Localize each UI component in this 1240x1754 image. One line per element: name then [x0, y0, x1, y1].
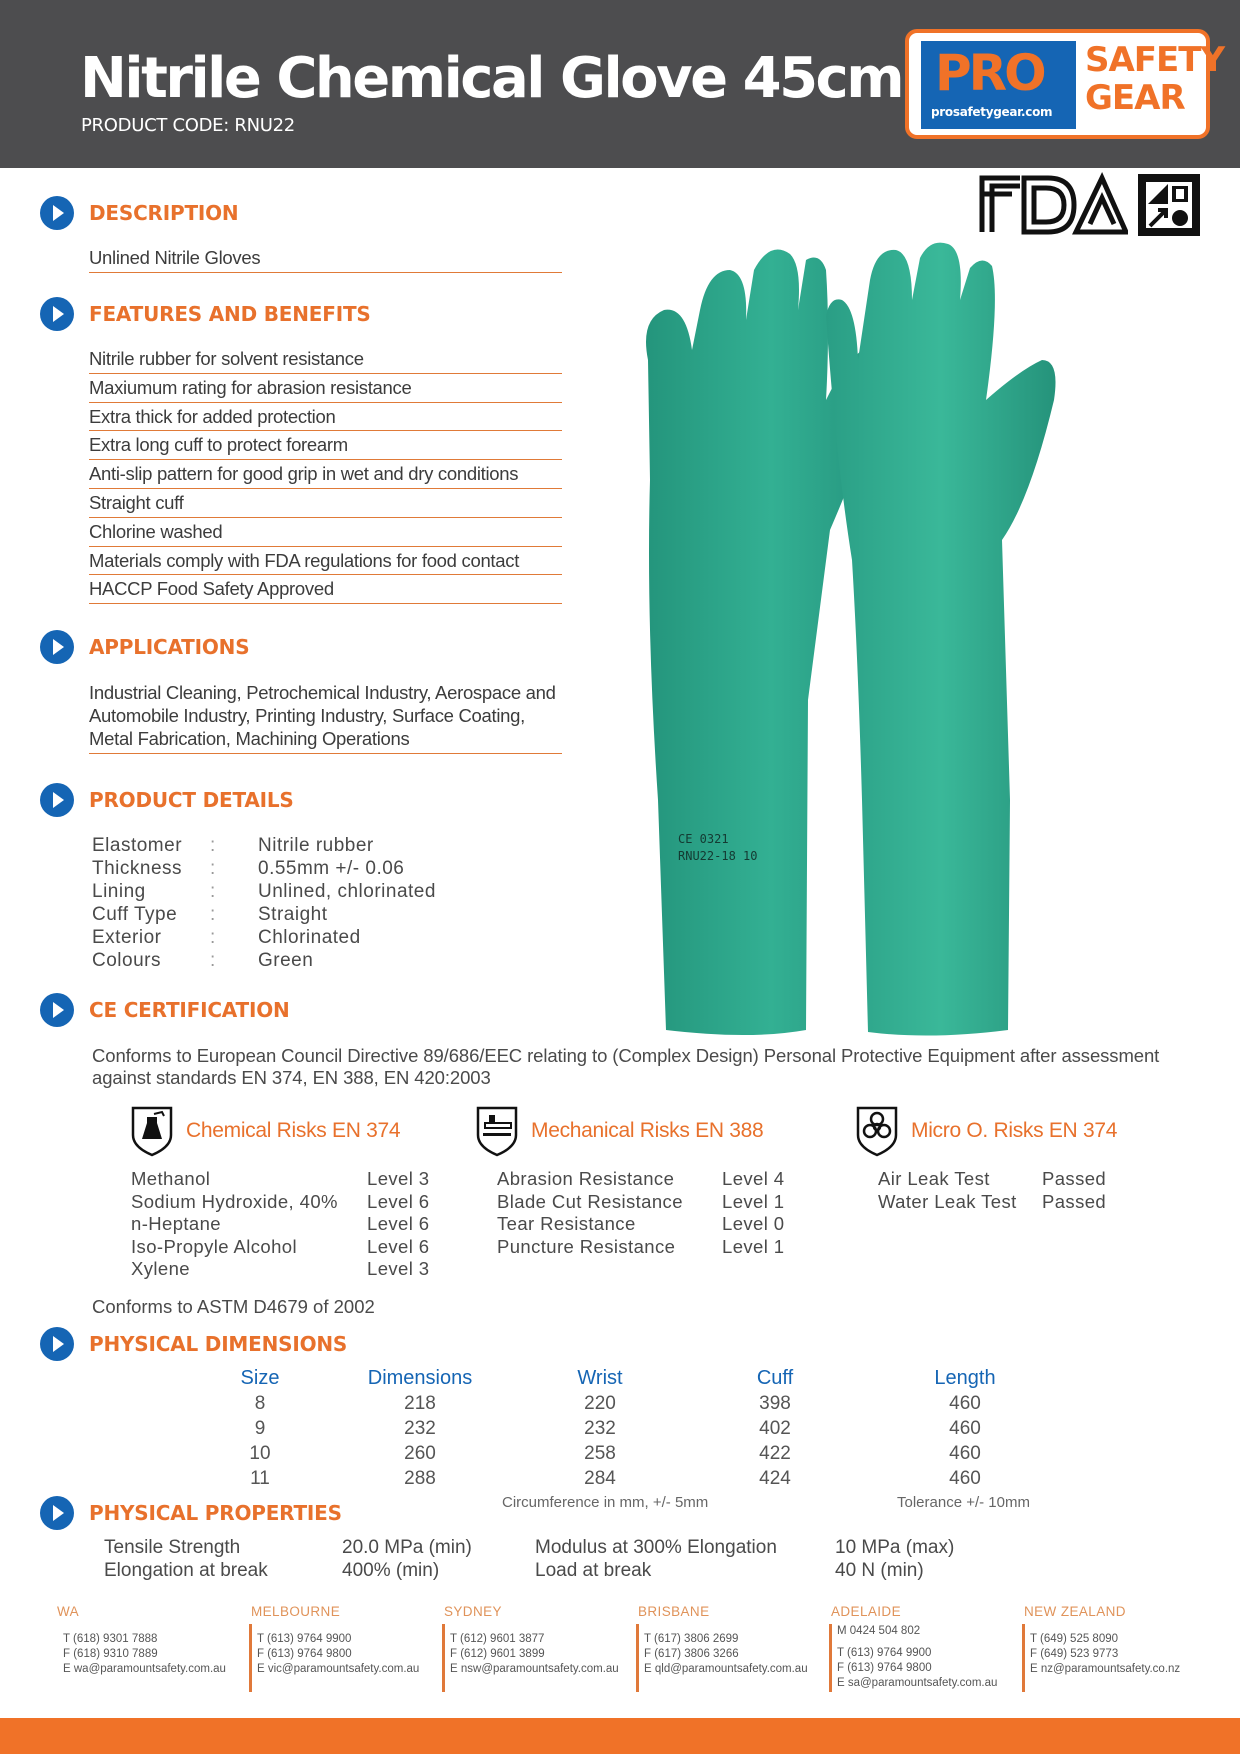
divider	[249, 1624, 252, 1692]
feature-item: Maxiumum rating for abrasion resistance	[89, 374, 562, 403]
glove-print-code: RNU22-18 10	[678, 849, 758, 863]
risk-name: Sodium Hydroxide, 40%	[131, 1190, 338, 1212]
property-name: Load at break	[535, 1560, 652, 1581]
detail-value: Straight	[258, 904, 328, 925]
section-title: PHYSICAL DIMENSIONS	[89, 1332, 348, 1356]
table-row	[200, 1466, 1080, 1491]
logo-pro-text: PRO	[935, 44, 1044, 102]
column-header: Size	[240, 1367, 280, 1389]
detail-key: Thickness	[92, 858, 183, 879]
detail-key: Elastomer	[92, 835, 183, 856]
table-cell: 402	[759, 1417, 791, 1439]
section-heading-ce-certification	[40, 992, 290, 1028]
feature-item: Anti-slip pattern for good grip in wet and dry conditions	[89, 460, 562, 489]
risk-name: Xylene	[131, 1258, 190, 1280]
section-heading-applications	[40, 629, 249, 665]
risk-name: Tear Resistance	[497, 1213, 636, 1235]
table-cell: 10	[249, 1442, 271, 1464]
detail-value: 0.55mm +/- 0.06	[258, 858, 405, 879]
table-cell: 460	[949, 1442, 981, 1464]
section-heading-features	[40, 296, 371, 332]
contact-email[interactable]: E nsw@paramountsafety.com.au	[450, 1663, 619, 1675]
table-cell: 288	[404, 1467, 436, 1489]
product-code: PRODUCT CODE: RNU22	[81, 115, 295, 136]
risk-name: Iso-Propyle Alcohol	[131, 1235, 297, 1257]
table-cell: 8	[254, 1392, 266, 1414]
table-cell: 218	[404, 1392, 436, 1414]
table-cell: 424	[759, 1467, 791, 1489]
detail-value: Unlined, chlorinated	[258, 881, 436, 902]
feature-item: Straight cuff	[89, 489, 562, 518]
logo-blue-panel	[921, 41, 1076, 129]
risk-row	[131, 1168, 429, 1191]
contact-brisbane	[638, 1604, 830, 1677]
detail-row	[92, 903, 436, 926]
divider	[442, 1624, 445, 1692]
column-header: Dimensions	[367, 1367, 473, 1389]
feature-item: Chlorine washed	[89, 518, 562, 547]
mechanical-risks-heading	[475, 1105, 763, 1157]
contact-fax: F (612) 9601 3899	[450, 1648, 545, 1660]
table-cell: 460	[949, 1417, 981, 1439]
risk-name: Air Leak Test	[878, 1168, 990, 1189]
product-details-table	[92, 834, 436, 972]
contact-city: BRISBANE	[638, 1604, 710, 1619]
contact-city: SYDNEY	[444, 1604, 502, 1619]
feature-item: Materials comply with FDA regulations for food contact	[89, 547, 562, 576]
detail-row	[92, 880, 436, 903]
section-title: APPLICATIONS	[89, 635, 250, 659]
risk-name: Abrasion Resistance	[497, 1168, 675, 1189]
table-cell: 258	[584, 1442, 616, 1464]
detail-row	[92, 857, 436, 880]
section-title: PRODUCT DETAILS	[89, 788, 294, 812]
logo-gear: GEAR	[1085, 78, 1185, 118]
feature-item: Extra long cuff to protect forearm	[89, 431, 562, 460]
risk-row	[497, 1191, 784, 1214]
divider	[1022, 1624, 1025, 1692]
risk-row	[497, 1213, 784, 1236]
haccp-food-safety-icon	[1138, 174, 1200, 236]
risk-level: Level 1	[722, 1190, 785, 1212]
detail-sep: :	[210, 950, 216, 971]
risk-row	[497, 1168, 784, 1191]
feature-item: Extra thick for added protection	[89, 403, 562, 432]
contact-lines	[444, 1624, 636, 1677]
table-cell: 11	[250, 1467, 270, 1489]
detail-sep: :	[210, 904, 216, 925]
table-cell: 220	[584, 1392, 616, 1414]
property-row	[104, 1559, 954, 1582]
contact-phone: T (613) 9764 9900	[257, 1633, 352, 1645]
contact-sydney	[444, 1604, 636, 1677]
physical-properties-table	[104, 1536, 954, 1582]
fda-logo-icon	[978, 172, 1128, 236]
risk-title: Micro O. Risks EN 374	[911, 1119, 1118, 1142]
chevron-right-circle-icon	[40, 196, 74, 230]
risk-row	[131, 1213, 429, 1236]
risk-name: Puncture Resistance	[497, 1235, 676, 1257]
risk-level: Level 6	[367, 1235, 430, 1257]
contact-city: WA	[57, 1604, 80, 1619]
risk-level: Level 6	[367, 1190, 430, 1212]
contact-phone: T (612) 9601 3877	[450, 1633, 545, 1645]
column-header: Wrist	[577, 1367, 623, 1389]
logo-url: prosafetygear.com	[931, 105, 1053, 119]
detail-key: Cuff Type	[92, 904, 178, 925]
risk-row	[878, 1191, 1106, 1214]
chevron-right-circle-icon	[40, 1496, 74, 1530]
detail-key: Exterior	[92, 927, 162, 948]
risk-level: Level 3	[367, 1168, 430, 1189]
table-cell: 232	[584, 1417, 616, 1439]
contact-mobile: M 0424 504 802	[837, 1625, 921, 1637]
table-cell: 232	[404, 1417, 436, 1439]
table-row	[200, 1391, 1080, 1416]
dimensions-table	[200, 1366, 1080, 1491]
contact-fax: F (613) 9764 9800	[257, 1648, 352, 1660]
glove-print-ce: CE 0321	[678, 832, 729, 846]
risk-title: Chemical Risks EN 374	[186, 1119, 401, 1142]
table-row	[200, 1416, 1080, 1441]
property-name: Elongation at break	[104, 1560, 268, 1581]
risk-row	[131, 1191, 429, 1214]
circumference-note: Circumference in mm, +/- 5mm	[502, 1494, 709, 1511]
astm-conformance-text: Conforms to ASTM D4679 of 2002	[92, 1296, 375, 1317]
table-cell: 9	[254, 1417, 266, 1439]
chemical-flask-shield-icon	[130, 1105, 174, 1157]
contact-fax: F (618) 9310 7889	[63, 1648, 158, 1660]
chevron-right-circle-icon	[40, 297, 74, 331]
detail-sep: :	[210, 835, 216, 856]
contact-city: ADELAIDE	[831, 1604, 901, 1619]
logo-safety: SAFETY	[1085, 40, 1225, 80]
divider	[829, 1624, 832, 1692]
biohazard-shield-icon	[855, 1105, 899, 1157]
chevron-right-circle-icon	[40, 1327, 74, 1361]
features-list	[89, 345, 562, 604]
contact-phone: T (649) 525 8090	[1030, 1633, 1119, 1645]
property-value: 10 MPa (max)	[835, 1537, 955, 1558]
office-contacts	[0, 1604, 1240, 1696]
table-cell: 398	[759, 1392, 791, 1414]
risk-level: Level 1	[722, 1235, 785, 1257]
section-heading-description	[40, 195, 238, 231]
property-name: Modulus at 300% Elongation	[535, 1537, 777, 1558]
ce-certification-text: Conforms to European Council Directive 89/686/EEC relating to (Complex Design) Personal Protective Equipment after assessment against standards EN 374, EN 388, EN 420:2003	[92, 1045, 1160, 1088]
page-title: Nitrile Chemical Glove 45cm	[80, 46, 903, 111]
section-title: CE CERTIFICATION	[89, 998, 290, 1022]
contact-fax: F (613) 9764 9800	[837, 1662, 932, 1674]
detail-row	[92, 834, 436, 857]
table-cell: 460	[949, 1392, 981, 1414]
mechanical-risks-table	[497, 1168, 784, 1258]
pro-safety-gear-logo	[905, 29, 1225, 139]
contact-city: NEW ZEALAND	[1024, 1604, 1126, 1619]
risk-level: Level 3	[367, 1258, 430, 1280]
contact-new-zealand	[1024, 1604, 1216, 1677]
micro-organism-risks-heading	[855, 1105, 1117, 1157]
contact-melbourne	[251, 1604, 443, 1677]
chevron-right-circle-icon	[40, 630, 74, 664]
property-row	[104, 1536, 954, 1559]
section-title: DESCRIPTION	[89, 201, 239, 225]
detail-value: Green	[258, 950, 314, 971]
risk-title: Mechanical Risks EN 388	[531, 1119, 764, 1142]
tolerance-note: Tolerance +/- 10mm	[897, 1494, 1030, 1511]
risk-name: Methanol	[131, 1168, 211, 1189]
applications-text: Industrial Cleaning, Petrochemical Industry, Aerospace and Automobile Industry, Printing Industry, Surface Coating, Metal Fabrication, Machining Operations	[89, 681, 562, 754]
table-cell: 284	[584, 1467, 616, 1489]
contact-lines	[57, 1624, 249, 1677]
risk-level: Passed	[1042, 1168, 1107, 1189]
contact-lines	[1024, 1624, 1216, 1677]
dimensions-header-row	[200, 1366, 1080, 1391]
risk-level: Level 4	[722, 1168, 785, 1189]
contact-phone: T (618) 9301 7888	[63, 1633, 158, 1645]
risk-row	[131, 1258, 429, 1281]
table-cell: 260	[404, 1442, 436, 1464]
divider	[636, 1624, 639, 1692]
section-title: PHYSICAL PROPERTIES	[89, 1501, 342, 1525]
chemical-risks-heading	[130, 1105, 400, 1157]
table-cell: 422	[759, 1442, 791, 1464]
contact-email[interactable]: E vic@paramountsafety.com.au	[257, 1663, 420, 1675]
micro-risks-table	[878, 1168, 1106, 1213]
table-cell: 460	[949, 1467, 981, 1489]
detail-row	[92, 926, 436, 949]
feature-item: HACCP Food Safety Approved	[89, 575, 562, 604]
detail-value: Chlorinated	[258, 927, 361, 948]
section-title: FEATURES AND BENEFITS	[89, 302, 371, 326]
section-heading-physical-dimensions	[40, 1326, 347, 1362]
description-list	[89, 244, 562, 273]
glove-product-image	[630, 240, 1190, 1050]
risk-row	[131, 1236, 429, 1259]
property-value: 20.0 MPa (min)	[342, 1537, 472, 1558]
chevron-right-circle-icon	[40, 783, 74, 817]
contact-adelaide	[831, 1604, 1023, 1691]
contact-phone: T (617) 3806 2699	[644, 1633, 739, 1645]
contact-lines	[638, 1624, 830, 1677]
section-heading-physical-properties	[40, 1495, 342, 1531]
risk-row	[497, 1236, 784, 1259]
detail-sep: :	[210, 927, 216, 948]
contact-lines	[251, 1624, 443, 1677]
detail-key: Lining	[92, 881, 146, 902]
risk-name: Blade Cut Resistance	[497, 1190, 683, 1212]
chevron-right-circle-icon	[40, 993, 74, 1027]
section-heading-product-details	[40, 782, 294, 818]
contact-email[interactable]: E qld@paramountsafety.com.au	[644, 1663, 808, 1675]
feature-item: Nitrile rubber for solvent resistance	[89, 345, 562, 374]
table-row	[200, 1441, 1080, 1466]
detail-sep: :	[210, 881, 216, 902]
footer-orange-bar	[0, 1718, 1240, 1754]
contact-email[interactable]: E sa@paramountsafety.com.au	[837, 1677, 998, 1689]
contact-fax: F (649) 523 9773	[1030, 1648, 1119, 1660]
column-header: Cuff	[756, 1367, 794, 1389]
description-item: Unlined Nitrile Gloves	[89, 244, 562, 273]
chemical-risks-table	[131, 1168, 429, 1281]
contact-email[interactable]: E nz@paramountsafety.co.nz	[1030, 1663, 1181, 1675]
contact-fax: F (617) 3806 3266	[644, 1648, 739, 1660]
risk-level: Passed	[1042, 1190, 1107, 1212]
contact-email[interactable]: E wa@paramountsafety.com.au	[63, 1663, 226, 1675]
risk-row	[878, 1168, 1106, 1191]
contact-city: MELBOURNE	[251, 1604, 341, 1619]
detail-value: Nitrile rubber	[258, 835, 374, 856]
contact-lines	[831, 1624, 1023, 1691]
column-header: Length	[934, 1367, 996, 1389]
property-name: Tensile Strength	[104, 1537, 241, 1558]
hammer-shield-icon	[475, 1105, 519, 1157]
contact-phone: T (613) 9764 9900	[837, 1647, 932, 1659]
detail-key: Colours	[92, 950, 161, 971]
property-value: 40 N (min)	[835, 1560, 924, 1581]
detail-row	[92, 949, 436, 972]
contact-wa	[57, 1604, 249, 1677]
property-value: 400% (min)	[342, 1560, 440, 1581]
logo-safety-gear-text	[1085, 41, 1224, 117]
risk-level: Level 6	[367, 1213, 430, 1235]
risk-level: Level 0	[722, 1213, 785, 1235]
detail-sep: :	[210, 858, 216, 879]
risk-name: Water Leak Test	[878, 1190, 1017, 1212]
header-banner	[0, 0, 1240, 168]
risk-name: n-Heptane	[131, 1213, 221, 1235]
